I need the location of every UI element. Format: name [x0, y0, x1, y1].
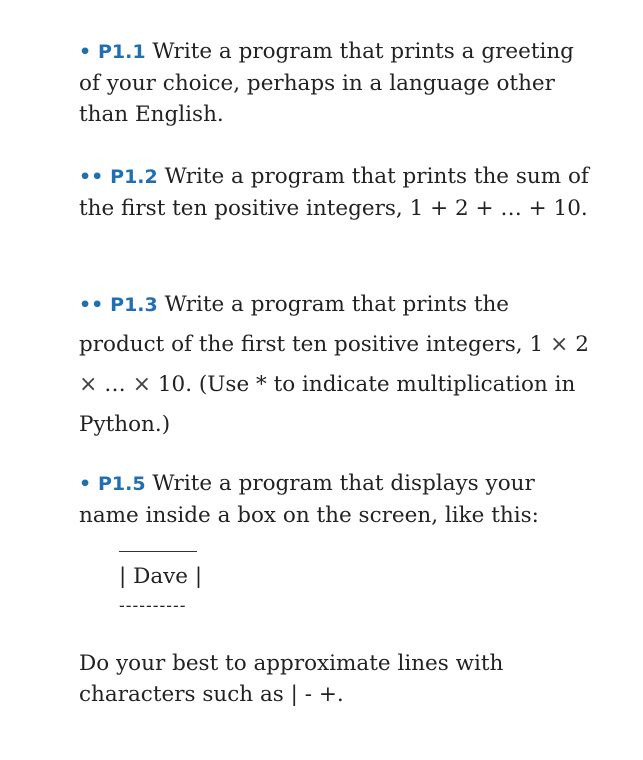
problem-text-d: 10. (Use * to indicate multiplication in Python.): [79, 372, 576, 437]
box-name-line: | Dave |: [119, 564, 203, 589]
box-bottom-line: ----------: [119, 596, 187, 616]
problem-tag: P1.3: [110, 294, 158, 316]
closing-text: Do your best to approximate lines with characters such as | - +.: [79, 650, 504, 707]
problem-tag: P1.5: [98, 473, 146, 495]
box-top-line: [119, 531, 197, 552]
difficulty-bullet: ••: [79, 294, 104, 316]
problem-text: Write a program that displays your name inside a box on the screen, like this:: [79, 471, 539, 528]
problem-tag: P1.1: [98, 41, 146, 63]
problem-p1-2: [79, 161, 599, 224]
difficulty-bullet: ••: [79, 166, 104, 188]
times-icon: ×: [79, 372, 98, 397]
problem-p1-5: [79, 468, 599, 531]
times-icon: ×: [132, 372, 152, 397]
problem-p1-3: [79, 285, 599, 445]
difficulty-bullet: •: [79, 41, 92, 63]
problem-text-a: Write a program that prints the product of the first ten positive integers, 1: [79, 292, 550, 357]
problem-text-c: …: [97, 372, 133, 397]
problem-p1-1: [79, 36, 599, 130]
problem-text-b: 2: [568, 332, 589, 357]
times-icon: ×: [549, 332, 569, 357]
problem-text: Write a program that prints a greeting of your choice, perhaps in a language other than English.: [79, 39, 574, 127]
difficulty-bullet: •: [79, 473, 92, 495]
problem-tag: P1.2: [110, 166, 158, 188]
problem-text: Write a program that prints the sum of the first ten positive integers, 1 + 2 + … + 10.: [79, 164, 589, 221]
